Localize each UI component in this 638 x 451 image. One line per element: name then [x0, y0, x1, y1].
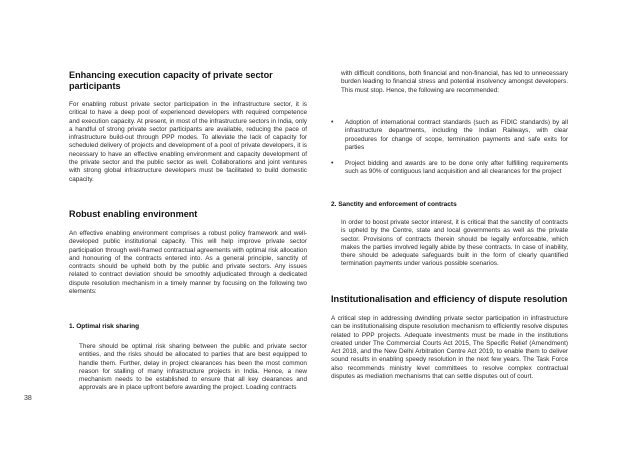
- paragraph-continuation: with difficult conditions, both financial and non-financial, has led to unnecessary burden leading to financial stress and potential insolvency amongst developers. This must stop. Hence, the following are recommended:: [341, 70, 568, 94]
- heading-private-sector-capacity: Enhancing execution capacity of private sector participants: [69, 70, 273, 91]
- subheading-optimal-risk-sharing: 1. Optimal risk sharing: [69, 323, 140, 330]
- list-item: [331, 119, 568, 152]
- heading-dispute-resolution: Institutionalisation and efficiency of dispute resolution: [331, 294, 568, 304]
- heading-enabling-environment: Robust enabling environment: [69, 209, 198, 219]
- paragraph-risk-sharing: There should be optimal risk sharing between the public and private sector entities, and the risks should be allocated to parties that are best equipped to handle them. Further, delay in project clearances has been the most common reason for stalling of many infrastructure projects in India. Hence, a new mechanism needs to be established to ensure that all key clearances and approvals are in place upfront before awarding the project. Loading contracts: [79, 343, 307, 392]
- paragraph-enabling-environment: An effective enabling environment comprises a robust policy framework and well-developed public institutional capacity. This will help improve private sector participation through well-framed contractual agreements with optimal risk allocation and honouring of the contracts entered into. As a general principle, sanctity of contracts should be upheld both by the public and private sectors. Any issues related to contract deviation should be smoothly adjudicated through a dedicated dispute resolution mechanism in a timely manner by focusing on the following two elements:: [69, 230, 307, 296]
- subheading-sanctity-of-contracts: 2. Sanctity and enforcement of contracts: [331, 201, 457, 208]
- recommendation-list: [331, 119, 568, 177]
- paragraph-dispute-resolution: A critical step in addressing dwindling private sector participation in infrastructure can be institutionalising dispute resolution mechanism to efficiently resolve disputes related to PPP projects. Adequate investments must be made in the institutions created under The Commercial Courts Act 2015, The Specific Relief (Amendment) Act 2018, and the New Delhi Arbitration Centre Act 2019, to enable them to deliver sound results in enabling speedy resolution in the next few years. The Task Force also recommends ministry level committees to resolve complex contractual disputes as mediation mechanisms that can settle disputes out of court.: [331, 315, 568, 381]
- page-number: 38: [24, 395, 32, 402]
- paragraph-capacity: For enabling robust private sector participation in the infrastructure sector, it is critical to have a deep pool of experienced developers with required competence and execution capacity. At present, in most of the infrastructure sectors in India, only a handful of strong private sector participants are available, reducing the pace of infrastructure build-out through PPP modes. To alleviate the lack of capacity for scheduled delivery of projects and development of a pool of private developers, it is necessary to have an effective enabling environment and capacity development of the private sector and the public sector as well. Collaborations and joint ventures with strong global infrastructure developers must be facilitated to build domestic capacity.: [69, 101, 307, 183]
- bullet-text: • Project bidding and awards are to be done only after fulfilling requirements such as 90% of contiguous land acquisition and all clearances for the project: [345, 160, 568, 176]
- list-item: [331, 160, 568, 177]
- bullet-text: • Adoption of international contract standards (such as FIDIC standards) by all infrastructure departments, including the Indian Railways, with clear procedures for change of scope, termination payments and safe exits for parties: [345, 119, 568, 151]
- paragraph-sanctity: In order to boost private sector interest, it is critical that the sanctity of contracts is upheld by the Centre, state and local governments as well as the private sector. Provisions of contracts therein should be legally enforceable, which makes the parties involved legally abide by these contracts. In case of inability, there should be adequate safeguards built in the form of clearly quantified termination payments under various possible scenarios.: [341, 219, 568, 268]
